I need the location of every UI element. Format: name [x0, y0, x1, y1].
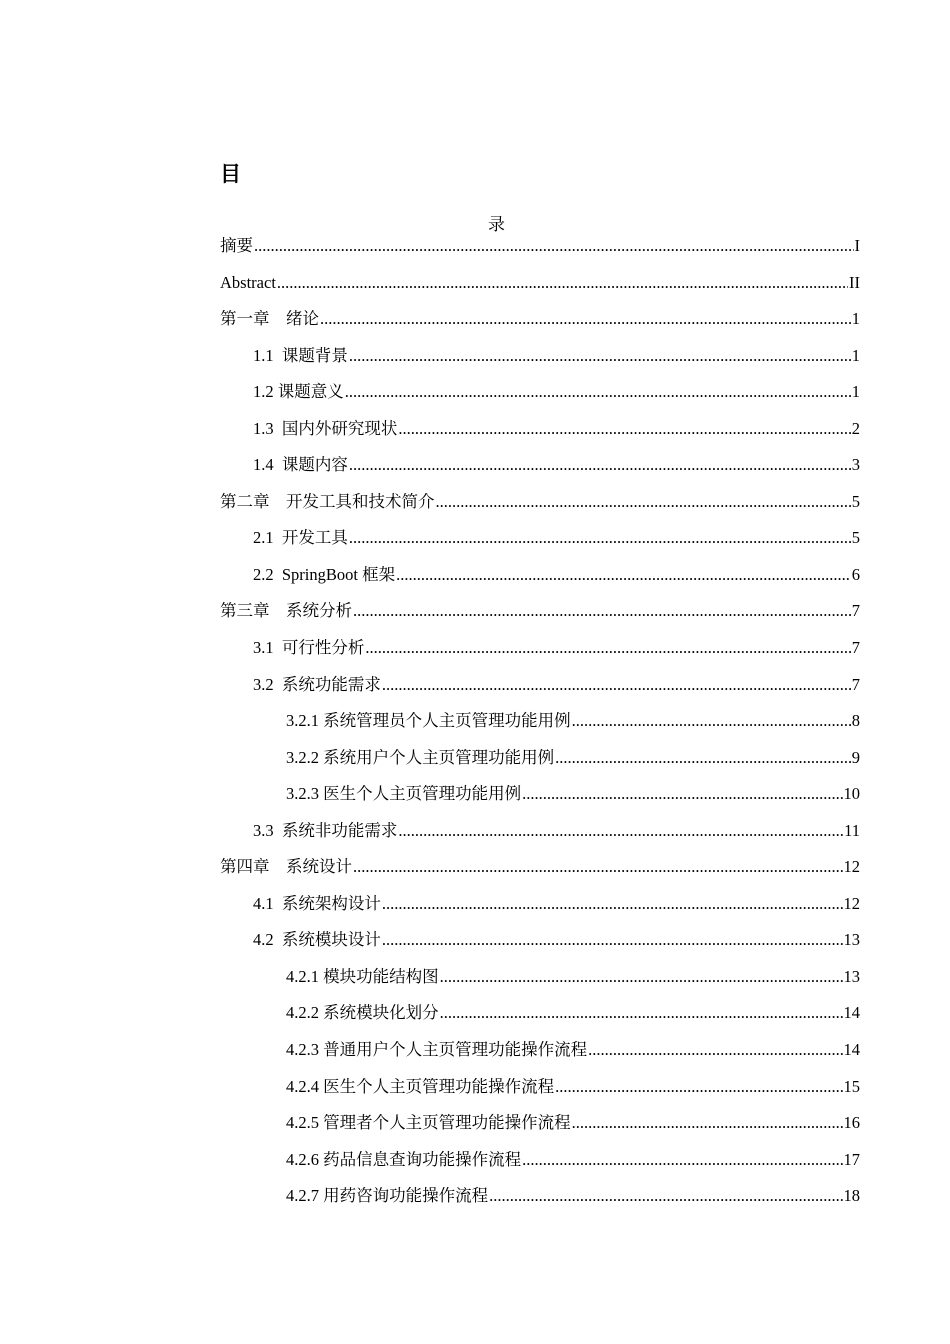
toc-leader-dots: [353, 857, 843, 877]
toc-entry-page: 12: [843, 857, 860, 877]
toc-entry-title: 4.2.4 医生个人主页管理功能操作流程: [286, 1076, 555, 1096]
toc-leader-dots: [588, 1040, 842, 1060]
toc-leader-dots: [489, 1186, 842, 1206]
toc-entry-page: 1: [851, 382, 860, 402]
toc-entry-page: 15: [843, 1076, 860, 1096]
toc-leader-dots: [345, 382, 851, 402]
table-of-contents: [220, 236, 860, 1206]
toc-entry[interactable]: [220, 236, 860, 256]
toc-entry-page: 6: [851, 564, 860, 584]
toc-leader-dots: [277, 273, 848, 293]
toc-entry-title: 3.2.3 医生个人主页管理功能用例: [286, 784, 522, 804]
toc-entry-page: 8: [851, 711, 860, 731]
toc-entry[interactable]: [220, 439, 860, 476]
toc-entry[interactable]: [220, 731, 860, 768]
toc-leader-dots: [555, 1077, 842, 1097]
toc-entry-title: 2.2 SpringBoot 框架: [253, 564, 396, 584]
toc-entry[interactable]: [220, 1133, 860, 1170]
toc-entry-page: 14: [843, 1003, 860, 1023]
toc-title-second-char: 录: [488, 215, 505, 234]
toc-entry[interactable]: [220, 914, 860, 951]
toc-entry[interactable]: [220, 877, 860, 914]
toc-entry-page: 18: [843, 1186, 860, 1206]
toc-entry[interactable]: [220, 658, 860, 695]
toc-entry-title: 4.2.6 药品信息查询功能操作流程: [286, 1149, 522, 1169]
toc-entry-title: Abstract: [220, 272, 276, 292]
toc-leader-dots: [398, 821, 843, 841]
toc-entry[interactable]: [220, 987, 860, 1024]
toc-leader-dots: [349, 528, 851, 548]
toc-entry-title: 4.1 系统架构设计: [253, 893, 381, 913]
toc-entry-title: 3.2.2 系统用户个人主页管理功能用例: [286, 747, 555, 767]
toc-entry-title: 2.1 开发工具: [253, 528, 348, 548]
toc-leader-dots: [353, 601, 851, 621]
toc-entry[interactable]: [220, 1170, 860, 1207]
toc-entry-title: 摘要: [220, 236, 253, 255]
toc-leader-dots: [365, 638, 850, 658]
toc-entry[interactable]: [220, 475, 860, 512]
toc-leader-dots: [349, 455, 851, 475]
toc-entry-title: 3.1 可行性分析: [253, 638, 365, 658]
toc-entry-page: 12: [843, 893, 860, 913]
toc-leader-dots: [436, 492, 851, 512]
toc-entry-title: 第三章 系统分析: [220, 601, 352, 621]
toc-leader-dots: [382, 930, 843, 950]
toc-entry-title: 4.2 系统模块设计: [253, 930, 381, 950]
toc-entry[interactable]: [220, 1060, 860, 1097]
toc-leader-dots: [320, 309, 851, 329]
toc-entry-page: II: [849, 272, 860, 292]
toc-entry-page: 2: [851, 418, 860, 438]
toc-entry-page: 5: [851, 491, 860, 511]
toc-entry-title: 3.2 系统功能需求: [253, 674, 381, 694]
toc-entry-page: 9: [851, 747, 860, 767]
toc-title-first-char: 目: [220, 162, 241, 186]
toc-entry-page: 7: [851, 601, 860, 621]
toc-leader-dots: [440, 1003, 843, 1023]
toc-entry[interactable]: [220, 512, 860, 549]
toc-leader-dots: [254, 236, 854, 256]
toc-entry[interactable]: [220, 1097, 860, 1134]
toc-entry[interactable]: [220, 402, 860, 439]
toc-entry[interactable]: [220, 329, 860, 366]
toc-leader-dots: [440, 967, 843, 987]
toc-leader-dots: [572, 1113, 843, 1133]
toc-entry[interactable]: [220, 804, 860, 841]
toc-entry-page: 7: [851, 674, 860, 694]
toc-entry[interactable]: [220, 256, 860, 293]
toc-leader-dots: [522, 1150, 842, 1170]
toc-entry-page: 14: [843, 1040, 860, 1060]
toc-entry-page: 13: [843, 930, 860, 950]
toc-entry-page: 13: [843, 966, 860, 986]
toc-leader-dots: [382, 675, 851, 695]
toc-entry-title: 第一章 绪论: [220, 309, 319, 329]
toc-entry-title: 4.2.3 普通用户个人主页管理功能操作流程: [286, 1040, 588, 1060]
toc-entry[interactable]: [220, 548, 860, 585]
toc-leader-dots: [522, 784, 842, 804]
toc-leader-dots: [572, 711, 851, 731]
toc-entry[interactable]: [220, 841, 860, 878]
toc-entry[interactable]: [220, 695, 860, 732]
toc-entry[interactable]: [220, 585, 860, 622]
toc-entry-page: 16: [843, 1113, 860, 1133]
toc-entry[interactable]: [220, 621, 860, 658]
toc-entry-title: 4.2.5 管理者个人主页管理功能操作流程: [286, 1113, 571, 1133]
toc-leader-dots: [349, 346, 851, 366]
toc-entry-page: 10: [843, 784, 860, 804]
toc-leader-dots: [396, 565, 851, 585]
toc-entry-page: 3: [851, 455, 860, 475]
toc-leader-dots: [555, 748, 851, 768]
toc-entry[interactable]: [220, 293, 860, 330]
toc-leader-dots: [398, 419, 850, 439]
toc-entry-page: 7: [851, 638, 860, 658]
toc-entry-page: 5: [851, 528, 860, 548]
toc-entry[interactable]: [220, 366, 860, 403]
toc-entry-title: 1.4 课题内容: [253, 455, 348, 475]
toc-entry-title: 4.2.2 系统模块化划分: [286, 1003, 439, 1023]
toc-entry[interactable]: [220, 950, 860, 987]
toc-entry-title: 1.1 课题背景: [253, 345, 348, 365]
toc-entry-title: 4.2.7 用药咨询功能操作流程: [286, 1186, 489, 1206]
toc-entry-title: 第四章 系统设计: [220, 857, 352, 877]
toc-entry[interactable]: [220, 1023, 860, 1060]
toc-entry-title: 1.2 课题意义: [253, 382, 344, 402]
toc-entry-page: 1: [851, 345, 860, 365]
toc-leader-dots: [382, 894, 843, 914]
toc-entry[interactable]: [220, 768, 860, 805]
toc-entry-title: 第二章 开发工具和技术简介: [220, 491, 435, 511]
toc-entry-page: 1: [851, 309, 860, 329]
toc-entry-title: 1.3 国内外研究现状: [253, 418, 398, 438]
toc-entry-page: I: [854, 236, 860, 255]
toc-entry-title: 4.2.1 模块功能结构图: [286, 966, 439, 986]
toc-entry-page: 11: [844, 820, 860, 840]
toc-entry-page: 17: [843, 1149, 860, 1169]
toc-entry-title: 3.3 系统非功能需求: [253, 820, 398, 840]
toc-entry-title: 3.2.1 系统管理员个人主页管理功能用例: [286, 711, 571, 731]
